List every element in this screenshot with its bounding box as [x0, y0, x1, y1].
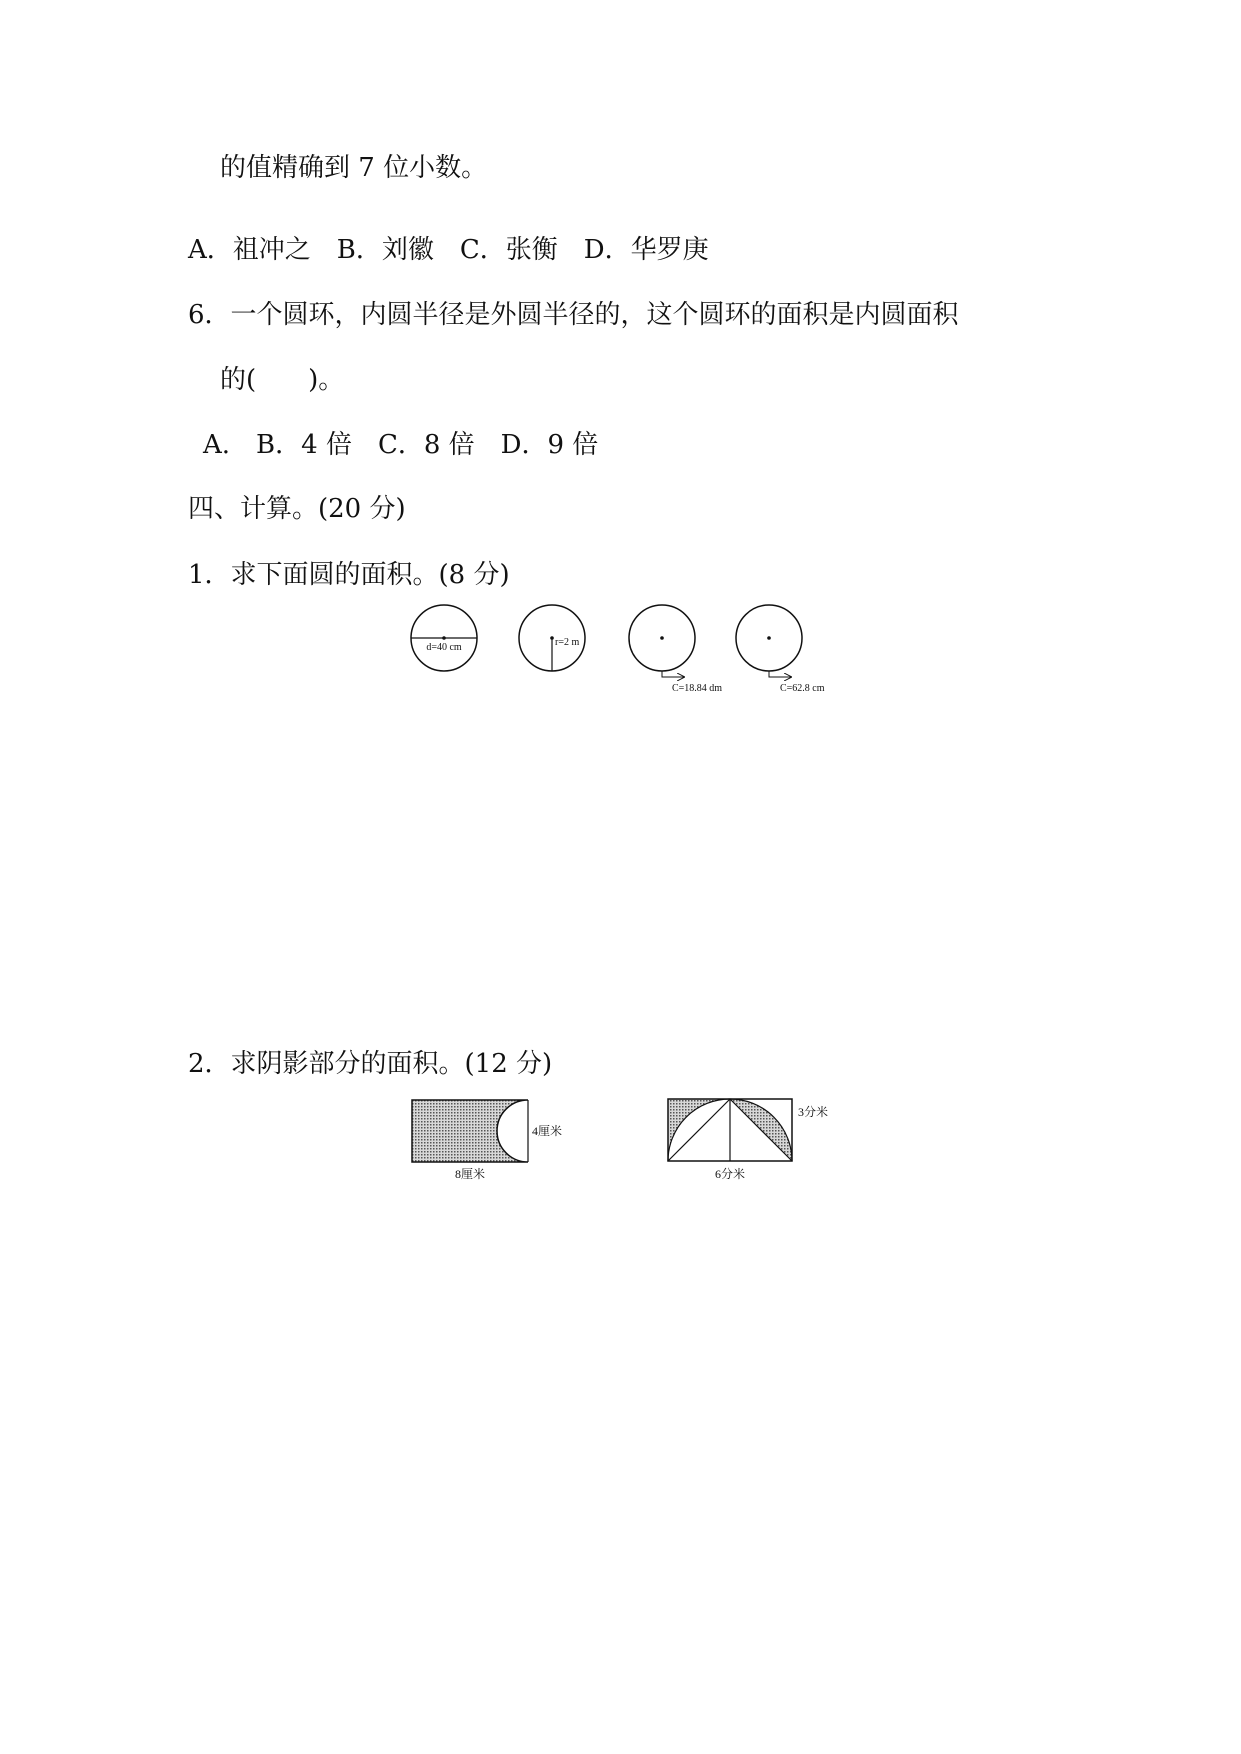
- circle1-label: d=40 cm: [426, 642, 462, 653]
- problem2-text: 2．求阴影部分的面积。(12 分): [188, 1049, 553, 1079]
- question6-continuation: 的( )。: [220, 365, 345, 395]
- section4-heading: 四、计算。(20 分): [188, 494, 406, 524]
- shape2-height-label: 3分米: [798, 1105, 829, 1119]
- circle-diameter: [411, 605, 477, 671]
- circle-radius: [519, 605, 585, 671]
- shape1-height-label: 4厘米: [532, 1124, 563, 1138]
- circle-circumference-2: [736, 605, 825, 694]
- problem1-text: 1．求下面圆的面积。(8 分): [188, 560, 510, 590]
- circles-figure: [400, 600, 860, 700]
- question5-continuation: 的值精确到 7 位小数。: [220, 153, 488, 183]
- question6-text: 6．一个圆环，内圆半径是外圆半径的，这个圆环的面积是内圆面积: [188, 300, 959, 330]
- shape1-width-label: 8厘米: [454, 1167, 486, 1181]
- circle-circumference-1: [629, 605, 722, 694]
- circle4-label: C=62.8 cm: [780, 683, 825, 694]
- shaded-area-figure: [400, 1088, 860, 1188]
- question6-options: A. B．4 倍 C．8 倍 D．9 倍: [203, 430, 599, 460]
- question5-options: A．祖冲之 B．刘徽 C．张衡 D．华罗庚: [188, 235, 709, 265]
- circle2-label: r=2 m: [555, 637, 580, 648]
- circle3-label: C=18.84 dm: [672, 683, 723, 694]
- rectangle-arc-shape: [668, 1099, 828, 1181]
- rectangle-semicircle-shape: [412, 1100, 562, 1181]
- shape2-width-label: 6分米: [714, 1167, 746, 1181]
